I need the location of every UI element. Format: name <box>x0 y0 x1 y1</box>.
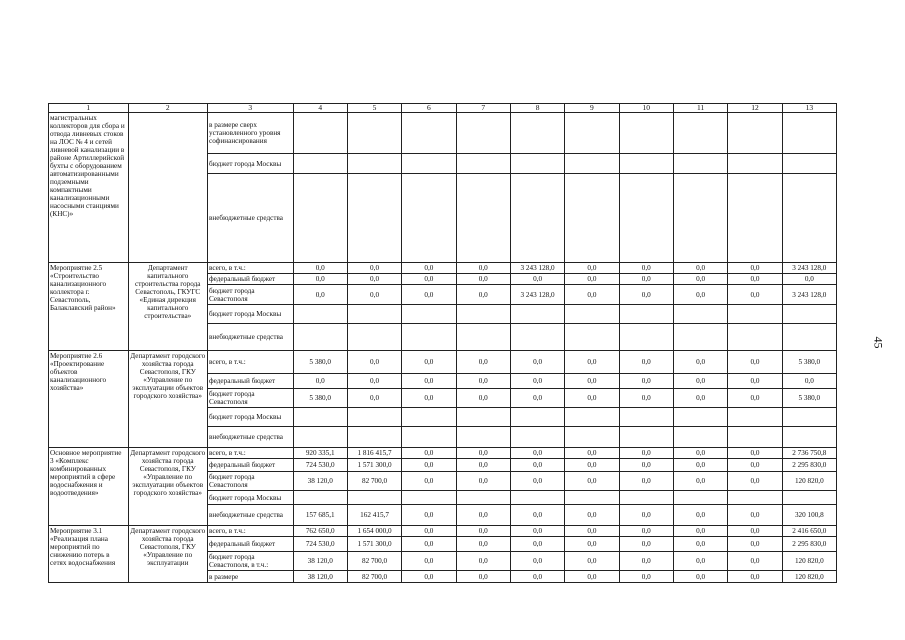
value-cell: 0,0 <box>728 274 782 285</box>
col-header: 7 <box>456 104 510 113</box>
funding-source: бюджет города Москвы <box>208 408 294 427</box>
value-cell: 0,0 <box>456 389 510 408</box>
value-cell: 38 120,0 <box>293 552 347 571</box>
value-cell: 0,0 <box>619 505 673 526</box>
funding-source: бюджет города Москвы <box>208 154 294 174</box>
value-cell: 0,0 <box>456 526 510 537</box>
value-cell: 0,0 <box>619 571 673 583</box>
value-cell: 0,0 <box>402 285 456 305</box>
value-cell: 0,0 <box>456 274 510 285</box>
executor: Департамент городского хозяйства города Севастополя, ГКУ «Управление по эксплуатации объектов городского хозяйства» <box>128 351 208 448</box>
value-cell: 0,0 <box>347 351 401 374</box>
value-cell: 2 416 650,0 <box>782 526 836 537</box>
value-cell: 2 295 830,0 <box>782 537 836 552</box>
funding-source: бюджет города Севастополя <box>208 472 294 491</box>
funding-source: федеральный бюджет <box>208 537 294 552</box>
value-cell: 0,0 <box>619 351 673 374</box>
value-cell: 0,0 <box>565 526 619 537</box>
col-header: 10 <box>619 104 673 113</box>
value-cell: 0,0 <box>673 472 727 491</box>
col-header: 1 <box>49 104 129 113</box>
value-cell: 0,0 <box>456 505 510 526</box>
value-cell: 0,0 <box>728 505 782 526</box>
value-cell: 0,0 <box>673 459 727 472</box>
col-header: 5 <box>347 104 401 113</box>
col-header: 11 <box>673 104 727 113</box>
value-cell: 0,0 <box>673 571 727 583</box>
value-cell: 0,0 <box>402 537 456 552</box>
value-cell: 0,0 <box>565 263 619 274</box>
value-cell: 0,0 <box>673 263 727 274</box>
funding-source: бюджет города Севастополя, в т.ч.: <box>208 552 294 571</box>
value-cell: 0,0 <box>619 389 673 408</box>
value-cell: 0,0 <box>456 351 510 374</box>
value-cell: 0,0 <box>619 526 673 537</box>
value-cell: 0,0 <box>565 537 619 552</box>
value-cell: 0,0 <box>728 389 782 408</box>
value-cell: 0,0 <box>673 285 727 305</box>
value-cell: 3 243 128,0 <box>510 285 564 305</box>
col-header: 8 <box>510 104 564 113</box>
value-cell: 0,0 <box>673 374 727 389</box>
table-row <box>49 448 837 459</box>
value-cell: 762 650,0 <box>293 526 347 537</box>
value-cell: 0,0 <box>510 274 564 285</box>
value-cell: 0,0 <box>565 571 619 583</box>
value-cell: 0,0 <box>347 263 401 274</box>
col-header: 6 <box>402 104 456 113</box>
measure-name: Мероприятие 2.5 «Строительство канализационного коллектора г. Севастополь, Балаклавский район» <box>49 263 129 351</box>
value-cell: 0,0 <box>673 552 727 571</box>
value-cell: 0,0 <box>293 374 347 389</box>
value-cell: 0,0 <box>402 552 456 571</box>
value-cell: 5 380,0 <box>782 389 836 408</box>
executor: Департамент капитального строительства города Севастополь, ГКУГС «Единая дирекция капитального строительства» <box>128 263 208 351</box>
value-cell: 38 120,0 <box>293 472 347 491</box>
value-cell: 0,0 <box>402 459 456 472</box>
value-cell: 1 571 300,0 <box>347 459 401 472</box>
value-cell: 0,0 <box>673 448 727 459</box>
executor: Департамент городского хозяйства города Севастополя, ГКУ «Управление по эксплуатации <box>128 526 208 583</box>
value-cell: 120 820,0 <box>782 571 836 583</box>
value-cell: 0,0 <box>402 571 456 583</box>
value-cell: 0,0 <box>402 374 456 389</box>
value-cell: 0,0 <box>728 448 782 459</box>
value-cell: 0,0 <box>347 274 401 285</box>
value-cell: 5 380,0 <box>293 351 347 374</box>
value-cell: 0,0 <box>565 285 619 305</box>
value-cell: 0,0 <box>619 274 673 285</box>
value-cell: 920 335,1 <box>293 448 347 459</box>
funding-source: внебюджетные средства <box>208 324 294 351</box>
value-cell: 0,0 <box>565 274 619 285</box>
col-header: 9 <box>565 104 619 113</box>
executor <box>128 113 208 263</box>
value-cell: 0,0 <box>728 374 782 389</box>
value-cell: 157 685,1 <box>293 505 347 526</box>
value-cell: 0,0 <box>510 505 564 526</box>
value-cell: 82 700,0 <box>347 571 401 583</box>
value-cell: 0,0 <box>673 351 727 374</box>
value-cell: 0,0 <box>619 472 673 491</box>
value-cell: 0,0 <box>347 285 401 305</box>
table-row <box>49 351 837 374</box>
value-cell: 0,0 <box>619 552 673 571</box>
funding-source: внебюджетные средства <box>208 427 294 448</box>
funding-source: бюджет города Севастополя <box>208 285 294 305</box>
value-cell: 0,0 <box>728 571 782 583</box>
value-cell: 5 380,0 <box>782 351 836 374</box>
measure-name: Мероприятие 3.1 «Реализация плана мероприятий по снижению потерь в сетях водоснабжения <box>49 526 129 583</box>
value-cell: 38 120,0 <box>293 571 347 583</box>
value-cell: 0,0 <box>402 351 456 374</box>
value-cell: 0,0 <box>673 537 727 552</box>
col-header: 13 <box>782 104 836 113</box>
value-cell: 0,0 <box>565 472 619 491</box>
funding-source: федеральный бюджет <box>208 274 294 285</box>
value-cell: 0,0 <box>293 263 347 274</box>
value-cell: 0,0 <box>402 389 456 408</box>
value-cell: 0,0 <box>565 389 619 408</box>
budget-table <box>48 103 837 583</box>
funding-source: всего, в т.ч.: <box>208 263 294 274</box>
header-row <box>49 104 837 113</box>
funding-source: в размере <box>208 571 294 583</box>
value-cell: 0,0 <box>782 374 836 389</box>
value-cell: 0,0 <box>456 571 510 583</box>
value-cell: 320 100,8 <box>782 505 836 526</box>
table-row <box>49 113 837 154</box>
value-cell: 0,0 <box>402 263 456 274</box>
col-header: 4 <box>293 104 347 113</box>
executor: Департамент городского хозяйства города Севастополя, ГКУ «Управление по эксплуатации объектов городского хозяйства» <box>128 448 208 526</box>
value-cell: 0,0 <box>293 274 347 285</box>
value-cell: 0,0 <box>565 448 619 459</box>
value-cell: 82 700,0 <box>347 552 401 571</box>
funding-source: внебюджетные средства <box>208 174 294 263</box>
funding-source: федеральный бюджет <box>208 374 294 389</box>
value-cell: 0,0 <box>293 285 347 305</box>
value-cell: 0,0 <box>456 285 510 305</box>
value-cell: 0,0 <box>402 505 456 526</box>
value-cell: 0,0 <box>565 351 619 374</box>
col-header: 3 <box>208 104 294 113</box>
value-cell: 1 816 415,7 <box>347 448 401 459</box>
value-cell: 0,0 <box>510 537 564 552</box>
value-cell: 0,0 <box>619 459 673 472</box>
value-cell: 0,0 <box>619 448 673 459</box>
value-cell: 0,0 <box>510 552 564 571</box>
value-cell: 0,0 <box>510 351 564 374</box>
value-cell: 0,0 <box>456 537 510 552</box>
value-cell: 120 820,0 <box>782 552 836 571</box>
value-cell: 0,0 <box>510 374 564 389</box>
value-cell: 0,0 <box>456 263 510 274</box>
value-cell: 3 243 128,0 <box>510 263 564 274</box>
value-cell: 0,0 <box>728 526 782 537</box>
value-cell: 3 243 128,0 <box>782 263 836 274</box>
value-cell: 0,0 <box>565 505 619 526</box>
value-cell: 0,0 <box>456 374 510 389</box>
value-cell: 0,0 <box>402 472 456 491</box>
value-cell: 0,0 <box>728 351 782 374</box>
value-cell: 0,0 <box>565 552 619 571</box>
funding-source: в размере сверх установленного уровня софинансирования <box>208 113 294 154</box>
budget-table-sheet <box>48 103 837 583</box>
value-cell: 0,0 <box>565 374 619 389</box>
value-cell: 0,0 <box>347 389 401 408</box>
measure-name: Основное мероприятие 3 «Комплекс комбинированных мероприятий в сфере водоснабжения и водоотведения» <box>49 448 129 526</box>
value-cell: 0,0 <box>782 274 836 285</box>
value-cell: 0,0 <box>728 552 782 571</box>
value-cell: 162 415,7 <box>347 505 401 526</box>
value-cell: 0,0 <box>728 263 782 274</box>
value-cell: 0,0 <box>619 263 673 274</box>
value-cell: 0,0 <box>510 472 564 491</box>
funding-source: федеральный бюджет <box>208 459 294 472</box>
funding-source: бюджет города Москвы <box>208 305 294 324</box>
funding-source: всего, в т.ч.: <box>208 448 294 459</box>
value-cell: 0,0 <box>347 374 401 389</box>
value-cell: 0,0 <box>619 537 673 552</box>
value-cell: 1 654 000,0 <box>347 526 401 537</box>
table-row <box>49 263 837 274</box>
value-cell: 0,0 <box>673 274 727 285</box>
funding-source: бюджет города Москвы <box>208 491 294 505</box>
value-cell: 0,0 <box>402 448 456 459</box>
value-cell: 82 700,0 <box>347 472 401 491</box>
value-cell: 2 295 830,0 <box>782 459 836 472</box>
funding-source: бюджет города Севастополя <box>208 389 294 408</box>
value-cell: 0,0 <box>619 374 673 389</box>
funding-source: всего, в т.ч.: <box>208 351 294 374</box>
value-cell: 0,0 <box>456 472 510 491</box>
value-cell: 1 571 300,0 <box>347 537 401 552</box>
value-cell: 120 820,0 <box>782 472 836 491</box>
funding-source: всего, в т.ч.: <box>208 526 294 537</box>
value-cell: 0,0 <box>619 285 673 305</box>
value-cell: 0,0 <box>510 389 564 408</box>
page-number: 45 <box>871 336 886 349</box>
value-cell: 5 380,0 <box>293 389 347 408</box>
value-cell: 0,0 <box>510 571 564 583</box>
col-header: 12 <box>728 104 782 113</box>
table-row <box>49 526 837 537</box>
measure-name: магистральных коллекторов для сбора и отвода ливневых стоков на ЛОС № 4 и сетей ливневой канализации в районе Артиллерийской бухты с оборудованием автоматизированными подземными компактными канализационными насосными станциями (КНС)» <box>49 113 129 263</box>
value-cell: 0,0 <box>673 389 727 408</box>
value-cell: 0,0 <box>728 472 782 491</box>
value-cell: 0,0 <box>510 459 564 472</box>
value-cell: 724 530,0 <box>293 537 347 552</box>
value-cell: 0,0 <box>456 448 510 459</box>
value-cell: 2 736 750,8 <box>782 448 836 459</box>
funding-source: внебюджетные средства <box>208 505 294 526</box>
value-cell: 3 243 128,0 <box>782 285 836 305</box>
value-cell: 724 530,0 <box>293 459 347 472</box>
value-cell: 0,0 <box>402 274 456 285</box>
value-cell: 0,0 <box>728 537 782 552</box>
value-cell: 0,0 <box>510 448 564 459</box>
value-cell: 0,0 <box>456 552 510 571</box>
value-cell: 0,0 <box>510 526 564 537</box>
value-cell: 0,0 <box>728 285 782 305</box>
value-cell: 0,0 <box>728 459 782 472</box>
value-cell: 0,0 <box>673 505 727 526</box>
value-cell: 0,0 <box>456 459 510 472</box>
value-cell: 0,0 <box>402 526 456 537</box>
value-cell: 0,0 <box>673 526 727 537</box>
measure-name: Мероприятие 2.6 «Проектирование объектов канализационного хозяйства» <box>49 351 129 448</box>
col-header: 2 <box>128 104 208 113</box>
value-cell: 0,0 <box>565 459 619 472</box>
